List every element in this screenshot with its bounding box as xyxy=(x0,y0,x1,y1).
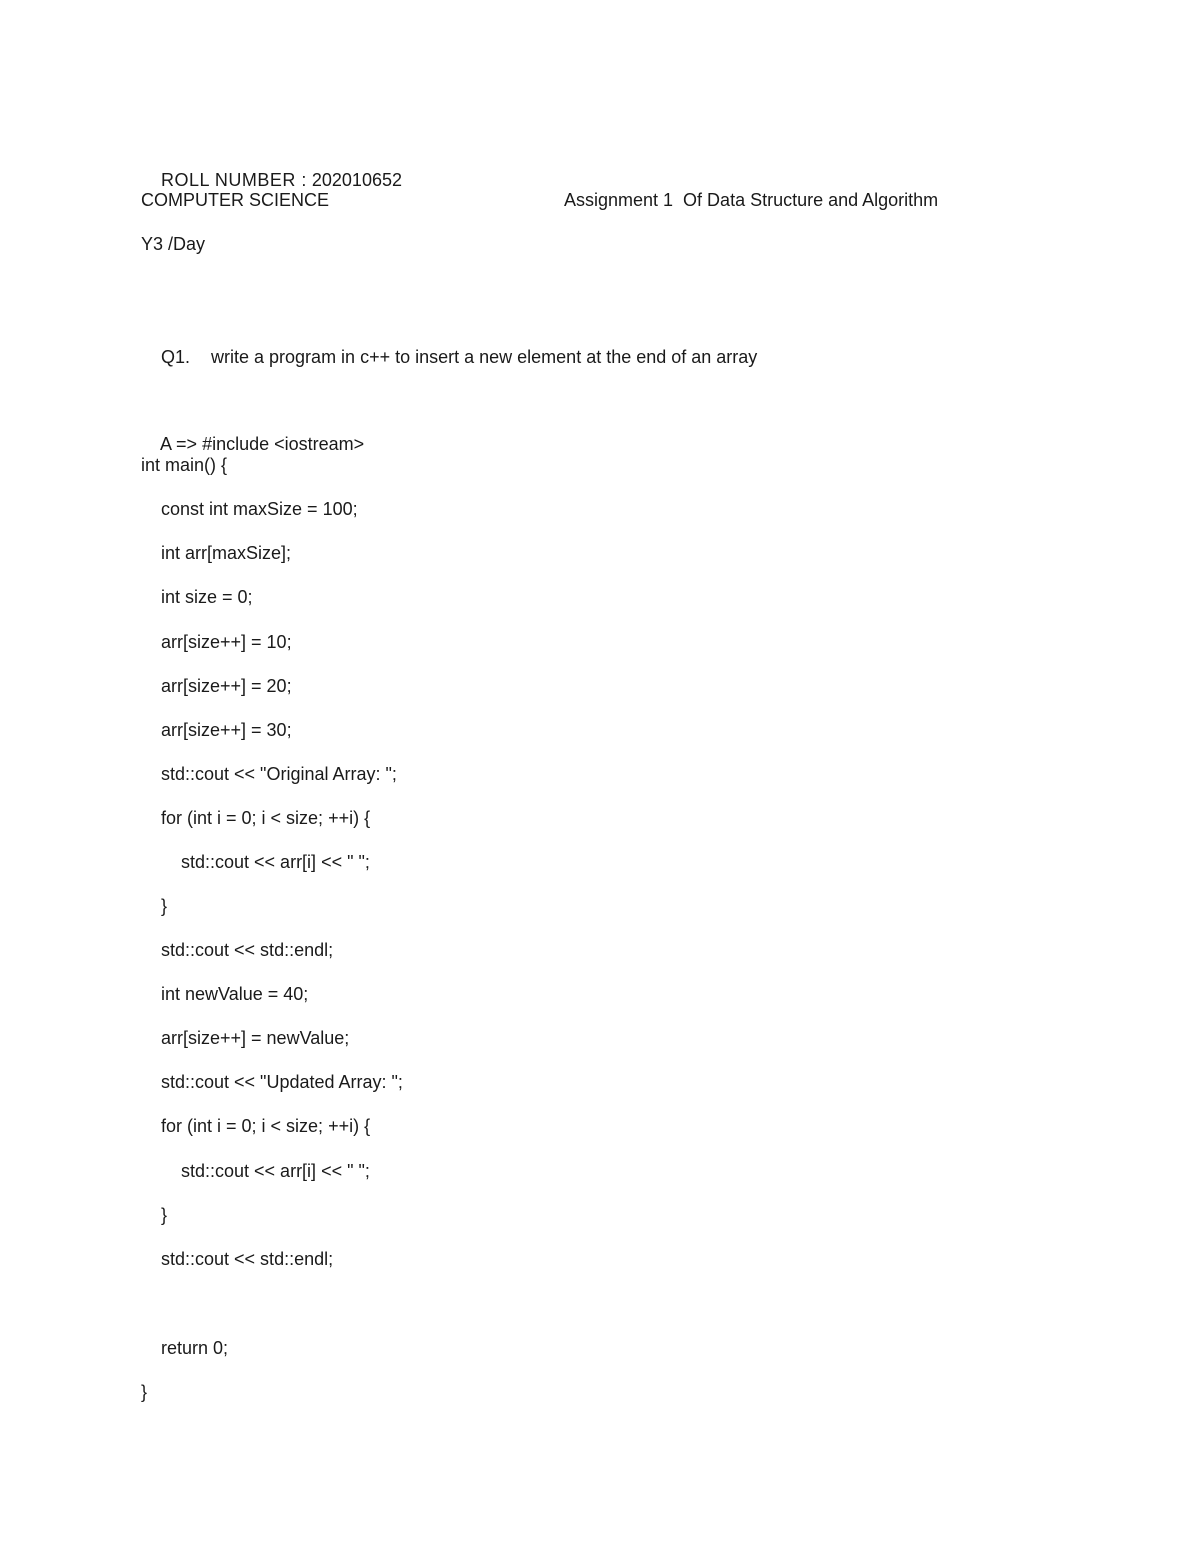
code-line xyxy=(141,408,365,454)
department: COMPUTER SCIENCE xyxy=(141,190,330,210)
question xyxy=(141,321,758,367)
code-line: const int maxSize = 100; xyxy=(161,499,358,519)
code-line: } xyxy=(161,1205,168,1225)
code-line: std::cout << arr[i] << " "; xyxy=(181,852,370,872)
roll-number-value: 202010652 xyxy=(311,170,402,190)
roll-number-line xyxy=(141,144,402,190)
code-line: arr[size++] = newValue; xyxy=(161,1028,350,1048)
question-text: write a program in c++ to insert a new element at the end of an array xyxy=(211,347,758,367)
code-line: } xyxy=(141,1382,148,1402)
code-line: return 0; xyxy=(161,1338,229,1358)
code-line: arr[size++] = 10; xyxy=(161,632,292,652)
assignment-title: Assignment 1 Of Data Structure and Algorithm xyxy=(564,190,939,210)
code-line: std::cout << "Updated Array: "; xyxy=(161,1072,403,1092)
year-shift: Y3 /Day xyxy=(141,234,206,254)
code-line: std::cout << "Original Array: "; xyxy=(161,764,397,784)
answer-prefix: A => xyxy=(160,434,203,454)
code-line: std::cout << std::endl; xyxy=(161,1249,334,1269)
code-line: std::cout << arr[i] << " "; xyxy=(181,1161,370,1181)
question-label: Q1. xyxy=(161,347,191,367)
code-line: int main() { xyxy=(141,455,228,475)
code-line: int size = 0; xyxy=(161,587,253,607)
code-line: for (int i = 0; i < size; ++i) { xyxy=(161,808,371,828)
code-line: int newValue = 40; xyxy=(161,984,309,1004)
code-line: for (int i = 0; i < size; ++i) { xyxy=(161,1116,371,1136)
code-line: std::cout << std::endl; xyxy=(161,940,334,960)
code-line: arr[size++] = 20; xyxy=(161,676,292,696)
code-text: #include <iostream> xyxy=(202,434,365,454)
code-line: } xyxy=(161,896,168,916)
code-line: int arr[maxSize]; xyxy=(161,543,292,563)
code-line: arr[size++] = 30; xyxy=(161,720,292,740)
roll-number-label: ROLL NUMBER : xyxy=(161,170,307,190)
